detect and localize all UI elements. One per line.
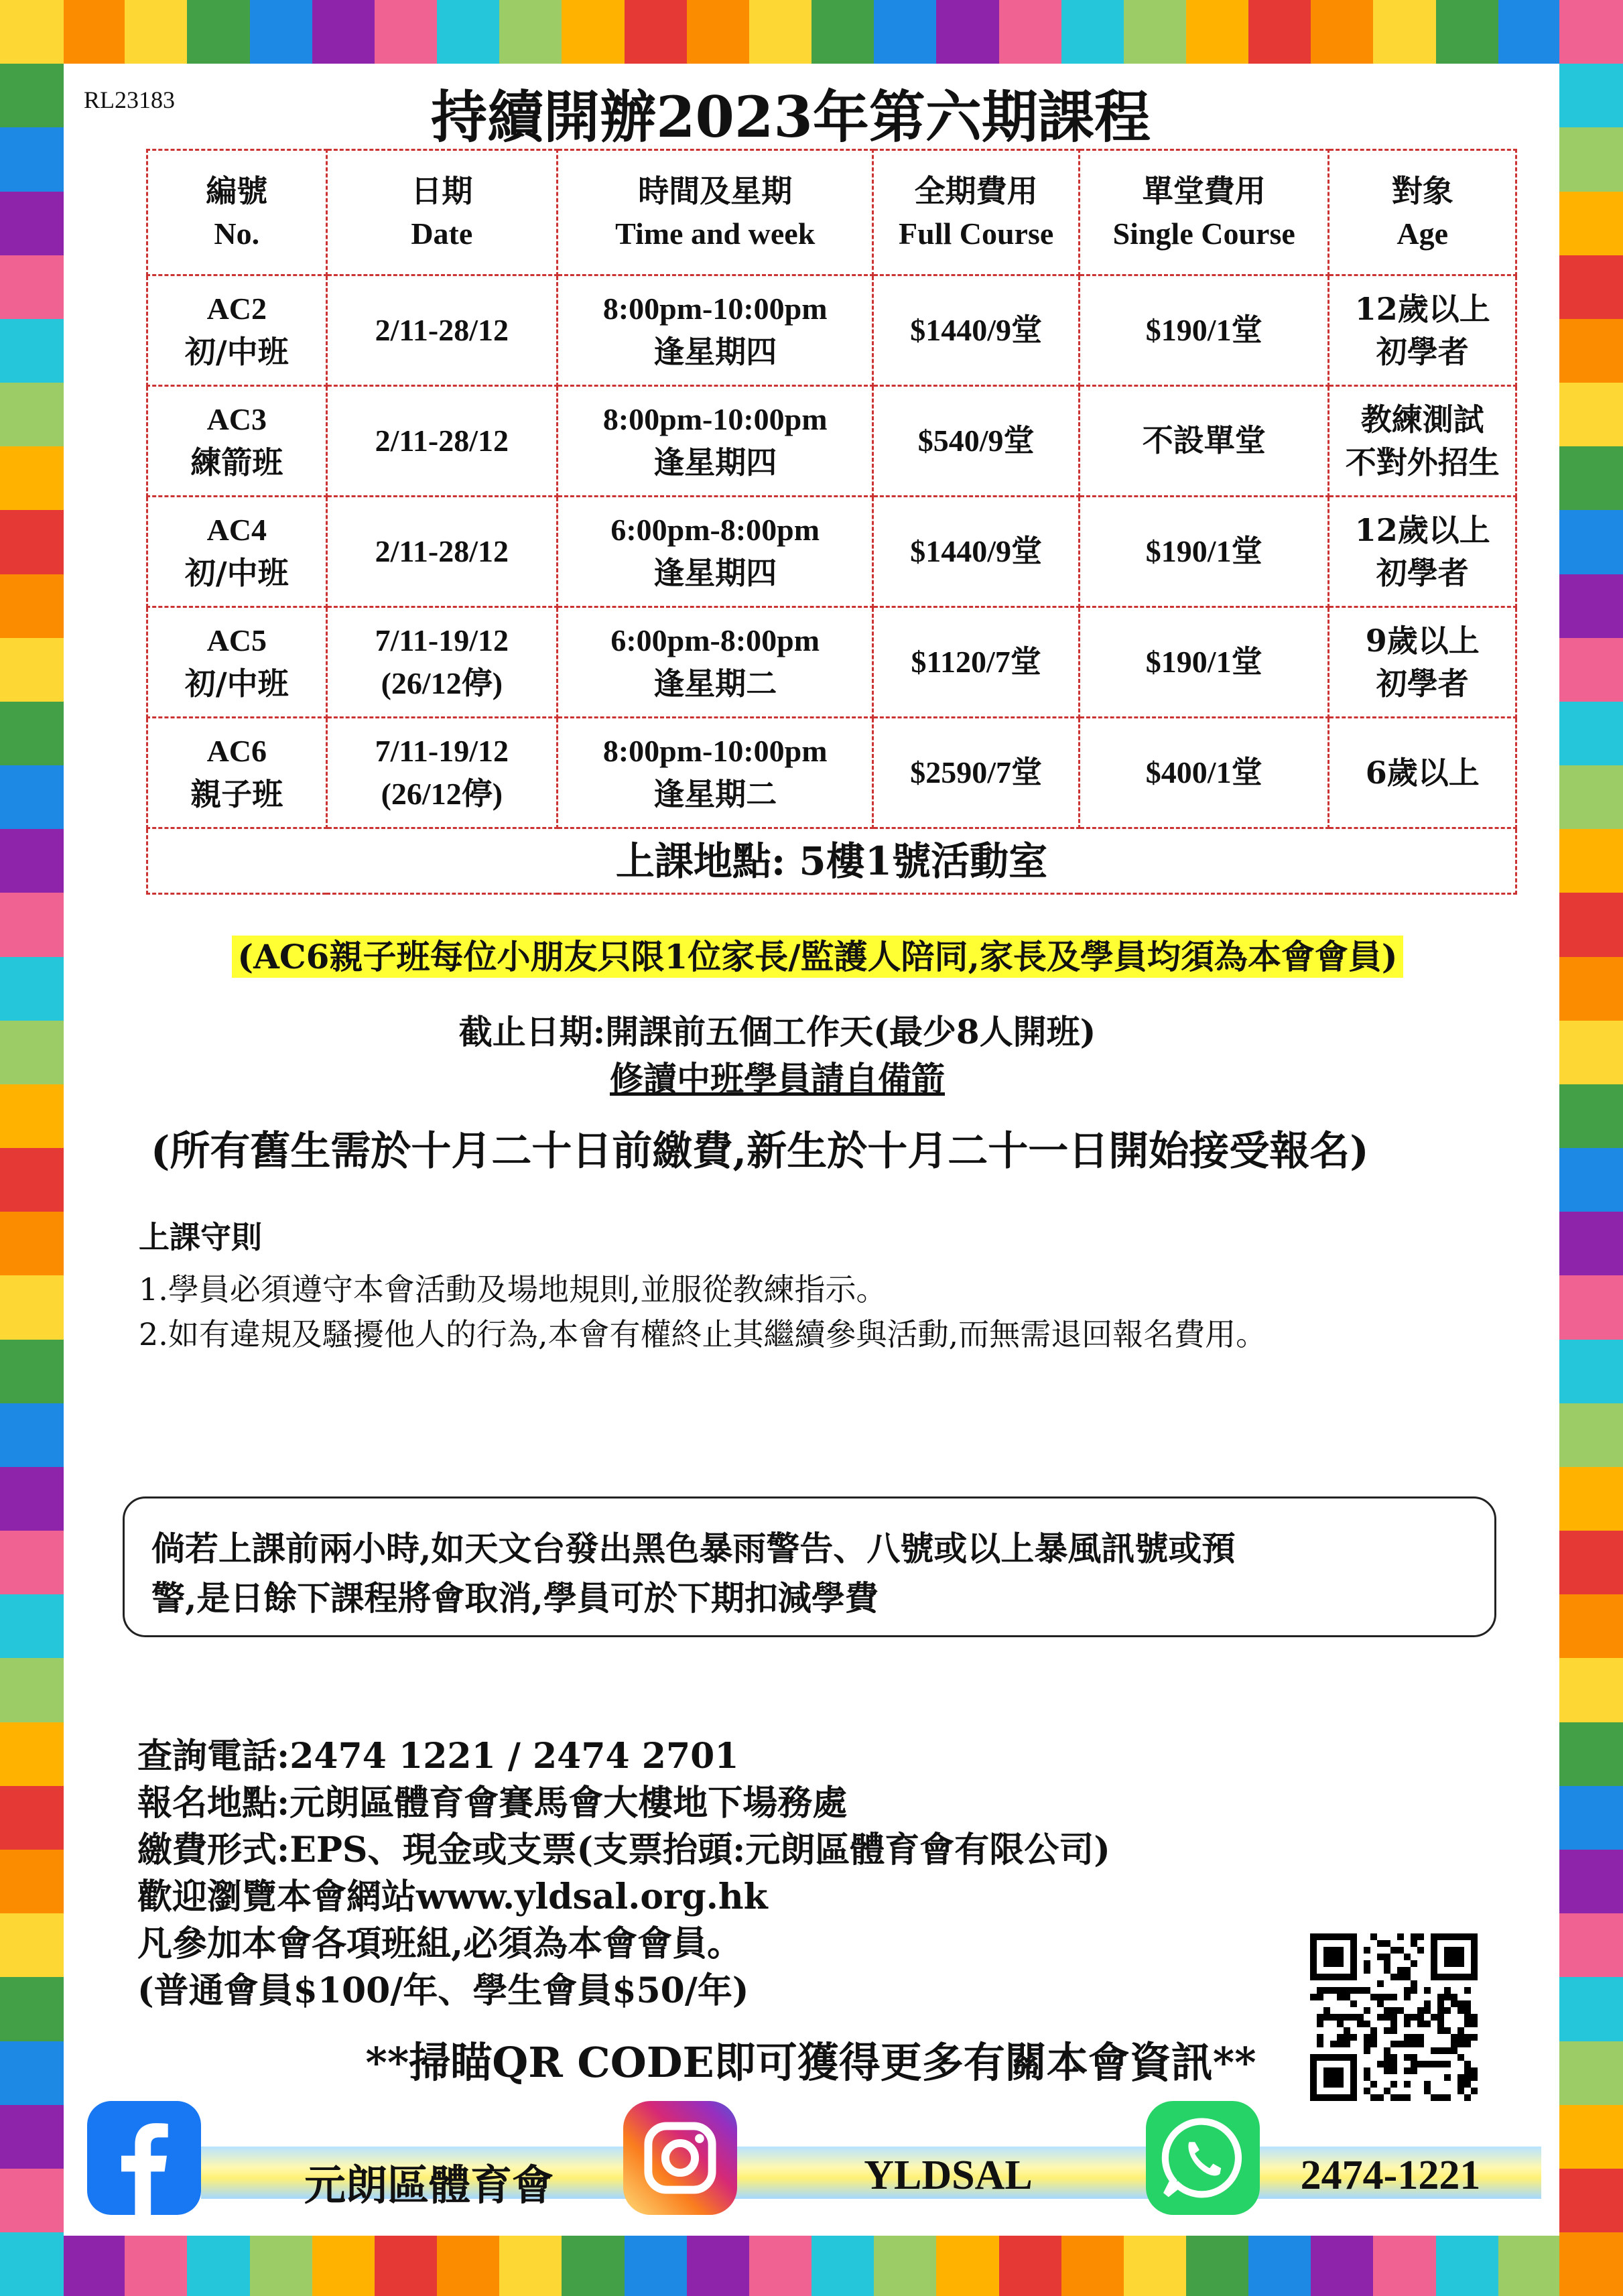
qr-code-icon[interactable] <box>1310 1933 1478 2101</box>
whatsapp-icon[interactable] <box>1146 2101 1260 2215</box>
border-top <box>0 0 1623 64</box>
document-code: RL23183 <box>84 86 176 113</box>
table-header-row <box>147 150 1516 275</box>
bow-note: 修讀中班學員請自備箭 <box>610 1059 945 1098</box>
table-row: AC3 練箭班 2/11-28/12 8:00pm-10:00pm 逢星期四 $540/9堂 不設單堂 教練測試 不對外招生 <box>147 386 1516 497</box>
footer-social-bar <box>87 2134 1541 2208</box>
rule-item: 2.如有違規及騷擾他人的行為,本會有權終止其繼續參與活動,而無需退回報名費用。 <box>139 1316 1267 1352</box>
table-row: AC4 初/中班 2/11-28/12 6:00pm-8:00pm 逢星期四 $1440/9堂 $190/1堂 12歲以上 初學者 <box>147 497 1516 607</box>
rules-heading: 上課守則 <box>139 1219 262 1255</box>
header-no: 編號 No. <box>147 150 327 275</box>
contact-membership: 凡參加本會各項班組,必須為本會會員。 <box>137 1923 742 1964</box>
contact-location: 報名地點:元朗區體育會賽馬會大樓地下場務處 <box>137 1783 848 1824</box>
contact-payment: 繳費形式:EPS、現金或支票(支票抬頭:元朗區體育會有限公司) <box>137 1830 1110 1870</box>
contact-membership-fees: (普通會員$100/年、學生會員$50/年) <box>137 1970 749 2011</box>
whatsapp-label: 2474-1221 <box>1300 2153 1481 2198</box>
venue-text: 上課地點: 5樓1號活動室 <box>147 828 1516 894</box>
table-row: AC6 親子班 7/11-19/12 (26/12停) 8:00pm-10:00pm 逢星期二 $2590/7堂 $400/1堂 6歲以上 <box>147 718 1516 828</box>
facebook-band <box>201 2147 657 2210</box>
instagram-band <box>730 2147 1166 2199</box>
table-row: AC2 初/中班 2/11-28/12 8:00pm-10:00pm 逢星期四 $1440/9堂 $190/1堂 12歲以上 初學者 <box>147 275 1516 386</box>
page-title: 持續開辦2023年第六期課程 <box>431 84 1151 150</box>
rule-item: 1.學員必須遵守本會活動及場地規則,並服從教練指示。 <box>139 1271 887 1308</box>
parent-child-notice: (AC6親子班每位小朋友只限1位家長/監護人陪同,家長及學員均須為本會會員) <box>154 930 1481 978</box>
qr-caption: **掃瞄QR CODE即可獲得更多有關本會資訊** <box>365 2038 1256 2087</box>
venue-row <box>147 828 1516 894</box>
fee-note: (所有舊生需於十月二十日前繳費,新生於十月二十一日開始接受報名) <box>151 1128 1369 1175</box>
header-full-course: 全期費用 Full Course <box>873 150 1080 275</box>
header-single-course: 單堂費用 Single Course <box>1079 150 1328 275</box>
table-row: AC5 初/中班 7/11-19/12 (26/12停) 6:00pm-8:00pm 逢星期二 $1120/7堂 $190/1堂 9歲以上 初學者 <box>147 607 1516 718</box>
border-bottom <box>0 2236 1623 2296</box>
contact-phone: 查詢電話:2474 1221 / 2474 2701 <box>137 1736 739 1777</box>
weather-notice-box: 倘若上課前兩小時,如天文台發出黑色暴雨警告、八號或以上暴風訊號或預 警,是日餘下課程將會取消,學員可於下期扣減學費 <box>123 1496 1496 1637</box>
border-left <box>0 0 64 2296</box>
course-schedule-table <box>146 149 1517 895</box>
instagram-icon[interactable] <box>623 2101 737 2215</box>
facebook-icon[interactable] <box>87 2101 201 2215</box>
header-time: 時間及星期 Time and week <box>558 150 873 275</box>
contact-website: 歡迎瀏覽本會網站www.yldsal.org.hk <box>137 1876 768 1917</box>
header-age: 對象 Age <box>1329 150 1516 275</box>
facebook-label: 元朗區體育會 <box>304 2161 554 2210</box>
instagram-label: YLDSAL <box>864 2153 1033 2198</box>
header-date: 日期 Date <box>326 150 557 275</box>
border-right <box>1559 0 1623 2296</box>
deadline-text: 截止日期:開課前五個工作天(最少8人開班) <box>458 1012 1096 1051</box>
whatsapp-band <box>1240 2147 1541 2199</box>
